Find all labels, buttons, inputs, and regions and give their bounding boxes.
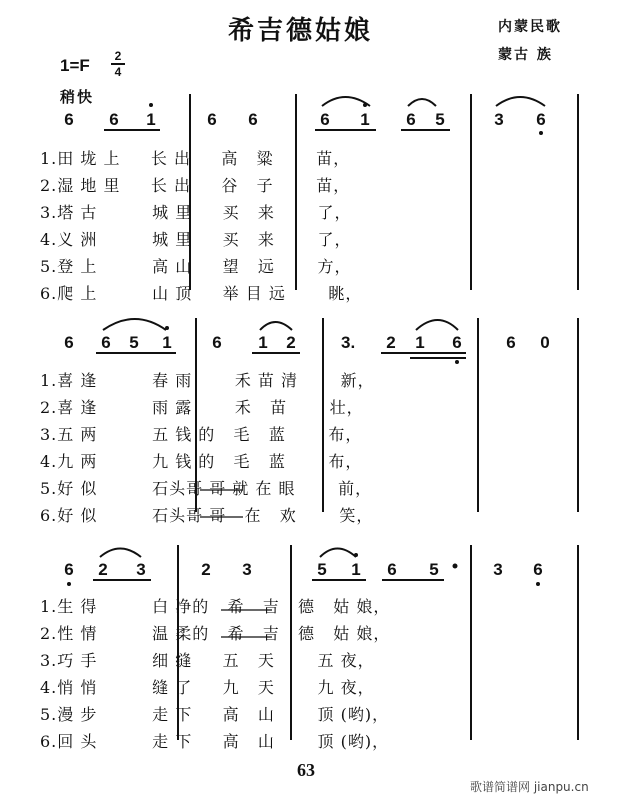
lyric-line: 6.回 头 走 下 高 山 顶 (哟)， (40, 732, 390, 751)
note: 6 (387, 560, 397, 579)
slur (103, 319, 166, 330)
note: 3 (494, 110, 504, 129)
note: 6 (64, 560, 74, 579)
note: 5 (317, 560, 327, 579)
octave-dot-high (165, 326, 169, 330)
lyric-line: 1.喜 逢 春 雨 禾 苗 清 新， (40, 371, 375, 390)
lyric-line: 6.好 似 石头哥 哥 在 欢 笑， (40, 506, 374, 525)
note: 1 (162, 333, 172, 352)
note: 6 (406, 110, 416, 129)
note: 6 (207, 110, 217, 129)
time-signature-bottom: 4 (114, 65, 122, 79)
lyric-line: 2.性 情 温 柔的 希 吉 德 姑 娘， (40, 624, 391, 643)
lyric-line: 2.湿 地 里 长 出 谷 子 苗， (40, 176, 351, 195)
octave-dot-low (67, 582, 71, 586)
note: 3 (136, 560, 146, 579)
octave-dot-low (536, 582, 540, 586)
note: 1 (415, 333, 425, 352)
note: 2 (286, 333, 296, 352)
lyric-line: 3.五 两 五 钱 的 毛 蓝 布， (40, 425, 363, 444)
note: 5 (429, 560, 439, 579)
note: 2 (386, 333, 396, 352)
lyric-line: 6.爬 上 山 顶 举 目 远 眺， (40, 284, 363, 303)
note: 6 (536, 110, 546, 129)
source-line-1: 内蒙民歌 (498, 19, 562, 35)
slur (320, 549, 356, 558)
note: 6 (452, 333, 462, 352)
note: 3. (341, 333, 356, 352)
slur (322, 97, 370, 106)
note: 3 (242, 560, 252, 579)
lyric-line: 3.巧 手 细 缝 五 天 五 夜， (40, 651, 375, 670)
octave-dot-low (539, 131, 543, 135)
note: 6 (109, 110, 119, 129)
octave-dot-high (354, 553, 358, 557)
lyric-line: 1.生 得 白 净的 希 吉 德 姑 娘， (40, 597, 391, 616)
note: 0 (540, 333, 550, 352)
note: 1 (146, 110, 156, 129)
augmentation-dot (453, 564, 458, 569)
slur (260, 322, 292, 330)
note: 6 (64, 333, 74, 352)
note: 6 (248, 110, 258, 129)
source-line-2: 蒙古 族 (498, 47, 553, 63)
time-signature-top: 2 (114, 49, 122, 63)
song-title: 希吉德姑娘 (228, 16, 374, 46)
slur (496, 97, 545, 106)
note: 6 (101, 333, 111, 352)
lyric-line: 4.悄 悄 缝 了 九 天 九 夜， (40, 678, 375, 697)
note: 6 (533, 560, 543, 579)
octave-dot-high (363, 103, 367, 107)
note: 5 (129, 333, 139, 352)
lyric-line: 2.喜 逢 雨 露 禾 苗 壮， (40, 398, 364, 417)
lyric-line: 5.漫 步 走 下 高 山 顶 (哟)， (40, 705, 390, 724)
lyric-line: 5.好 似 石头哥 哥 就 在 眼 前， (40, 479, 373, 498)
watermark: 歌谱简谱网 jianpu.cn (470, 780, 589, 794)
note: 6 (64, 110, 74, 129)
lyric-line: 1.田 垅 上 长 出 高 粱 苗， (40, 149, 351, 168)
note: 6 (212, 333, 222, 352)
note: 6 (506, 333, 516, 352)
octave-dot-high (149, 103, 153, 107)
page-number: 63 (297, 760, 315, 780)
note: 1 (258, 333, 268, 352)
lyric-line: 3.塔 古 城 里 买 来 了， (40, 203, 352, 222)
tempo-marking: 稍快 (60, 88, 95, 106)
octave-dot-low (455, 360, 459, 364)
note: 6 (320, 110, 330, 129)
slur (100, 549, 141, 558)
lyric-line: 4.义 洲 城 里 买 来 了， (40, 230, 352, 249)
slur (408, 99, 436, 106)
note: 1 (351, 560, 361, 579)
slur (416, 320, 458, 330)
lyric-line: 5.登 上 高 山 望 远 方， (40, 257, 352, 276)
lyric-line: 4.九 两 九 钱 的 毛 蓝 布， (40, 452, 363, 471)
note: 3 (493, 560, 503, 579)
note: 2 (201, 560, 211, 579)
note: 5 (435, 110, 445, 129)
note: 1 (360, 110, 370, 129)
note: 2 (98, 560, 108, 579)
key-signature: 1=F (60, 56, 90, 75)
